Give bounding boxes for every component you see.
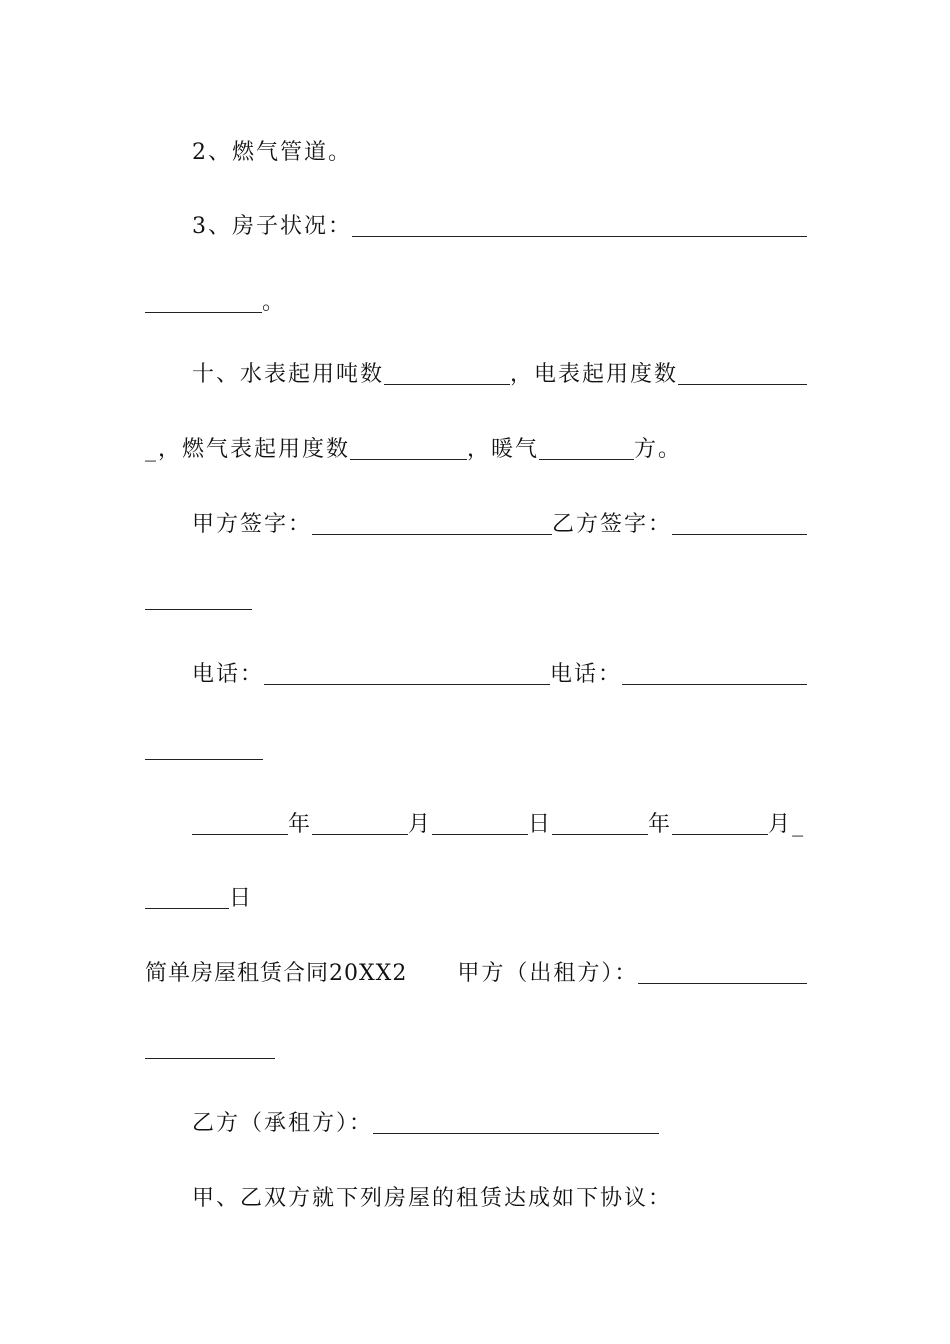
heating-label: ，暖气 xyxy=(467,437,540,462)
item-house-condition xyxy=(192,212,807,242)
gas-meter-label: _，燃气表起用度数 xyxy=(145,437,351,462)
phone-line xyxy=(192,660,807,690)
phone-continuation xyxy=(145,735,807,765)
gas-heating-line xyxy=(145,435,807,465)
date-continuation xyxy=(145,884,807,914)
party-b-signature-blank-cont[interactable] xyxy=(145,608,252,610)
party-b-year-label: 年 xyxy=(648,812,673,837)
party-a-signature-blank[interactable] xyxy=(312,533,552,535)
lessee-label: 乙方（承租方）： xyxy=(192,1111,374,1136)
party-a-month-label: 月 xyxy=(408,812,433,837)
party-b-year-blank[interactable] xyxy=(552,833,648,835)
gas-meter-blank[interactable] xyxy=(350,458,467,460)
signature-line xyxy=(192,510,807,540)
signature-continuation xyxy=(145,585,807,615)
electric-meter-blank[interactable] xyxy=(678,383,807,385)
party-a-phone-label: 电话： xyxy=(192,662,265,687)
party-b-signature-blank[interactable] xyxy=(672,533,807,535)
date-line xyxy=(192,810,807,840)
party-a-year-label: 年 xyxy=(288,812,313,837)
house-condition-blank[interactable] xyxy=(352,235,807,237)
house-condition-label: 3、房子状况： xyxy=(192,214,352,239)
party-b-month-blank[interactable] xyxy=(672,833,768,835)
house-condition-continuation xyxy=(145,288,807,318)
party-a-year-blank[interactable] xyxy=(192,833,288,835)
party-b-phone-blank-cont[interactable] xyxy=(145,758,263,760)
party-b-month-label: 月_ xyxy=(768,812,806,837)
contract-title-line xyxy=(145,959,807,989)
party-a-day-label: 日 xyxy=(528,812,553,837)
party-b-day-label: 日 xyxy=(229,886,254,911)
party-b-signature-label: 乙方签字： xyxy=(552,512,673,537)
party-a-day-blank[interactable] xyxy=(432,833,528,835)
water-meter-label: 十、水表起用吨数 xyxy=(192,362,385,387)
agreement-intro-text: 甲、乙双方就下列房屋的租赁达成如下协议： xyxy=(192,1186,673,1211)
party-b-phone-blank[interactable] xyxy=(622,683,807,685)
lessor-blank-cont[interactable] xyxy=(145,1057,275,1059)
house-condition-blank-cont[interactable] xyxy=(145,311,262,313)
lessee-line xyxy=(192,1109,807,1139)
electric-meter-label: ，电表起用度数 xyxy=(510,362,679,387)
lessor-label: 甲方（出租方）： xyxy=(457,961,639,986)
meter-readings-line xyxy=(192,360,807,390)
house-condition-end: 。 xyxy=(262,290,287,315)
agreement-intro xyxy=(192,1184,807,1214)
heating-blank[interactable] xyxy=(539,458,634,460)
lessee-blank[interactable] xyxy=(373,1132,659,1134)
party-b-day-blank[interactable] xyxy=(145,907,229,909)
water-meter-blank[interactable] xyxy=(384,383,510,385)
item-gas-pipe xyxy=(192,138,807,168)
party-a-phone-blank[interactable] xyxy=(264,683,550,685)
party-b-phone-label: 电话： xyxy=(550,662,623,687)
party-a-signature-label: 甲方签字： xyxy=(192,512,313,537)
lessor-continuation xyxy=(145,1034,807,1064)
heating-unit: 方。 xyxy=(634,437,683,462)
lessor-blank[interactable] xyxy=(638,982,807,984)
party-a-month-blank[interactable] xyxy=(312,833,408,835)
item-gas-pipe-text: 2、燃气管道。 xyxy=(192,140,352,165)
contract-title: 简单房屋租赁合同20XX2 xyxy=(145,961,408,986)
